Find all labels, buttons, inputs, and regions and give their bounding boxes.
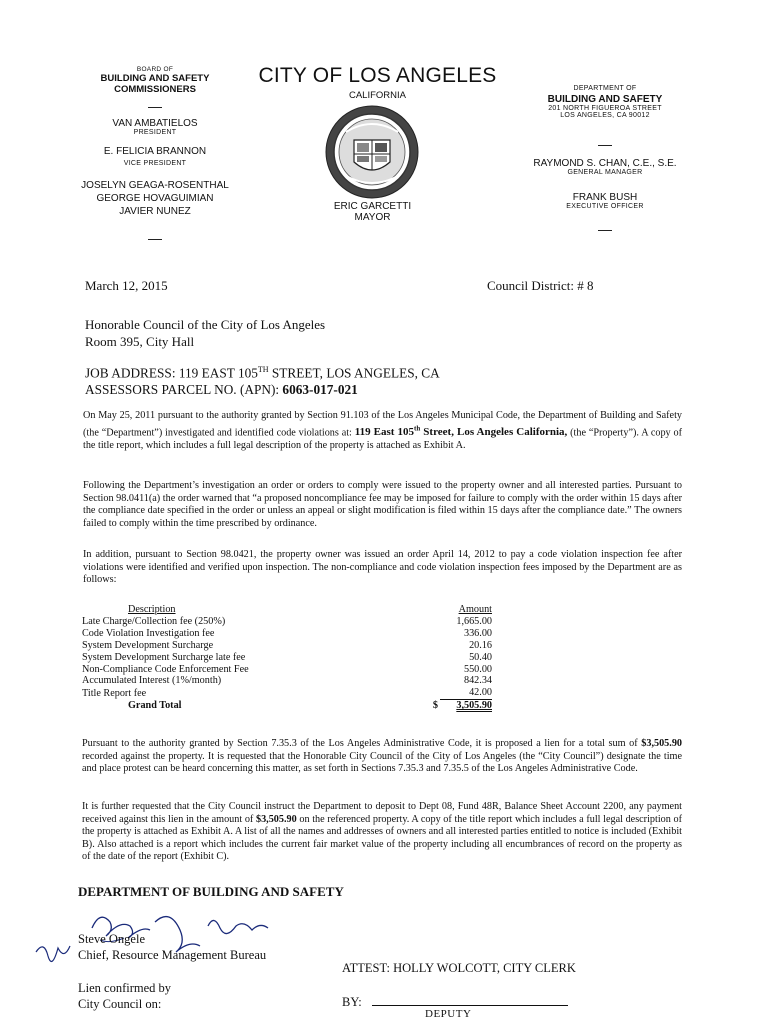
addressee-line-1: Honorable Council of the City of Los Angeles <box>85 317 326 332</box>
gm-title: GENERAL MANAGER <box>567 169 643 176</box>
council-district: Council District: # 8 <box>487 278 594 293</box>
lien-line-1: Lien confirmed by <box>78 981 172 995</box>
signature-line <box>372 1005 568 1006</box>
fees-header-row <box>82 604 492 616</box>
grand-total-value: 3,505.90 <box>456 700 492 712</box>
lien-confirmed-block <box>78 980 171 1012</box>
signer-name: Steve Ongele <box>78 932 145 946</box>
city-seal <box>324 104 420 200</box>
grand-total-label: Grand Total <box>128 700 182 711</box>
paragraph-3: In addition, pursuant to Section 98.0421, the property owner was issued an order April 14, 2012 to pay a code violation inspection fee after violations were identified and verified upon inspection. The non-compliance and code violation inspection fees imposed by the Department are as follows: <box>83 549 682 586</box>
member-3: JAVIER NUNEZ <box>119 206 191 217</box>
dept-address-1: 201 NORTH FIGUEROA STREET <box>548 105 662 112</box>
vice-title: VICE PRESIDENT <box>123 160 187 167</box>
paragraph-4: Pursuant to the authority granted by Section 7.35.3 of the Los Angeles Administrative Code, it is proposed a lien for a total sum of $3,505.90 recorded against the property. It is requested that the Honorable City Council of the City of Los Angeles (the “City Council”) designate the time and place protest can be heard concerning this matter, as set forth in Sections 7.35.3 and 7.35.5 of the Los Angeles Administrative Code. <box>82 738 682 775</box>
deputy-label: DEPUTY <box>425 1008 472 1020</box>
board-block <box>60 66 250 246</box>
addressee-line-2: Room 395, City Hall <box>85 334 195 349</box>
attest-line: ATTEST: HOLLY WOLCOTT, CITY CLERK <box>342 961 576 975</box>
dept-of: DEPARTMENT OF <box>573 85 637 92</box>
table-row: Late Charge/Collection fee (250%) 1,665.00 <box>82 615 492 627</box>
paragraph-5: It is further requested that the City Council instruct the Department to deposit to Dept 08, Fund 48R, Balance Sheet Account 2200, any payment received against this lien in the amount of $3,505.90 on the referenced property. A copy of the title report which includes a full legal description of the property is attached as Exhibit A. A list of all the names and addresses of owners and all interested parties entitled to notice is included (Exhibit B). Also attached is a report which includes the current fair market value of the property including all encumbrances of record on the property as of the date of the report (Exhibit C). <box>82 801 682 863</box>
member-1: JOSELYN GEAGA-ROSENTHAL <box>81 180 229 191</box>
job-address: JOB ADDRESS: 119 EAST 105TH STREET, LOS ANGELES, CA <box>85 365 440 381</box>
by-label: BY: <box>342 995 362 1009</box>
board-name-2: COMMISSIONERS <box>114 84 196 95</box>
signer-block <box>78 931 266 963</box>
fees-table <box>82 604 492 712</box>
divider <box>598 230 612 231</box>
mayor-name: ERIC GARCETTI <box>333 201 412 212</box>
addressee <box>85 316 325 350</box>
job-address-block <box>85 361 440 398</box>
gm-name: RAYMOND S. CHAN, C.E., S.E. <box>533 158 677 169</box>
mayor-title: MAYOR <box>354 212 391 223</box>
paragraph-1: On May 25, 2011 pursuant to the authority granted by Section 91.103 of the Los Angeles Municipal Code, the Department of Building and Safety (the “Department”) investigated and identified code violations at: 119 East 105th Street, Los Angeles California, (the “Property”). A copy of the title report, which includes a full legal description of the property is attached as Exhibit A. <box>83 410 682 451</box>
city-title: CITY OF LOS ANGELES <box>258 64 497 87</box>
board-name-1: BUILDING AND SAFETY <box>100 73 210 84</box>
table-row: System Development Surcharge 20.16 <box>82 639 492 651</box>
eo-name: FRANK BUSH <box>572 192 638 203</box>
table-row: Code Violation Investigation fee 336.00 <box>82 627 492 639</box>
currency-symbol: $ <box>432 700 438 711</box>
board-of: BOARD OF <box>136 66 174 73</box>
city-state: CALIFORNIA <box>348 90 406 101</box>
fees-header-amount: Amount <box>458 604 492 615</box>
eo-title: EXECUTIVE OFFICER <box>566 203 644 210</box>
divider <box>148 239 162 240</box>
member-2: GEORGE HOVAGUIMIAN <box>96 193 214 204</box>
table-row: System Development Surcharge late fee 50.40 <box>82 651 492 663</box>
president-name: VAN AMBATIELOS <box>112 118 198 129</box>
vice-name: E. FELICIA BRANNON <box>103 146 207 157</box>
department-signature-heading: DEPARTMENT OF BUILDING AND SAFETY <box>78 884 344 899</box>
divider <box>598 145 612 146</box>
fees-header-description: Description <box>128 604 176 615</box>
mayor-block <box>290 201 455 223</box>
lien-line-2: City Council on: <box>78 997 162 1011</box>
table-row: Non-Compliance Code Enforcement Fee 550.00 <box>82 663 492 675</box>
department-block <box>510 85 700 237</box>
dept-address-2: LOS ANGELES, CA 90012 <box>560 112 650 119</box>
city-block <box>255 64 500 101</box>
signer-title: Chief, Resource Management Bureau <box>78 948 267 962</box>
table-row: Accumulated Interest (1%/month) 842.34 <box>82 675 492 687</box>
apn-line: ASSESSORS PARCEL NO. (APN): 6063-017-021 <box>85 382 358 398</box>
table-row: Title Report fee 42.00 <box>82 687 492 699</box>
letter-date: March 12, 2015 <box>85 278 168 293</box>
grand-total-row <box>82 700 492 712</box>
divider <box>148 107 162 108</box>
president-title: PRESIDENT <box>133 129 177 136</box>
paragraph-2: Following the Department’s investigation an order or orders to comply were issued to the property owner and all interested parties. Pursuant to Section 98.0411(a) the order warned that “a proposed noncompliance fee may be imposed for failure to comply with the order within 15 days after the compliance date specified in the order or unless an appeal or slight modification is filed within 15 days after the compliance date.” The owners failed to comply within the time prescribed by ordinance. <box>83 480 682 529</box>
dept-name: BUILDING AND SAFETY <box>547 94 663 105</box>
